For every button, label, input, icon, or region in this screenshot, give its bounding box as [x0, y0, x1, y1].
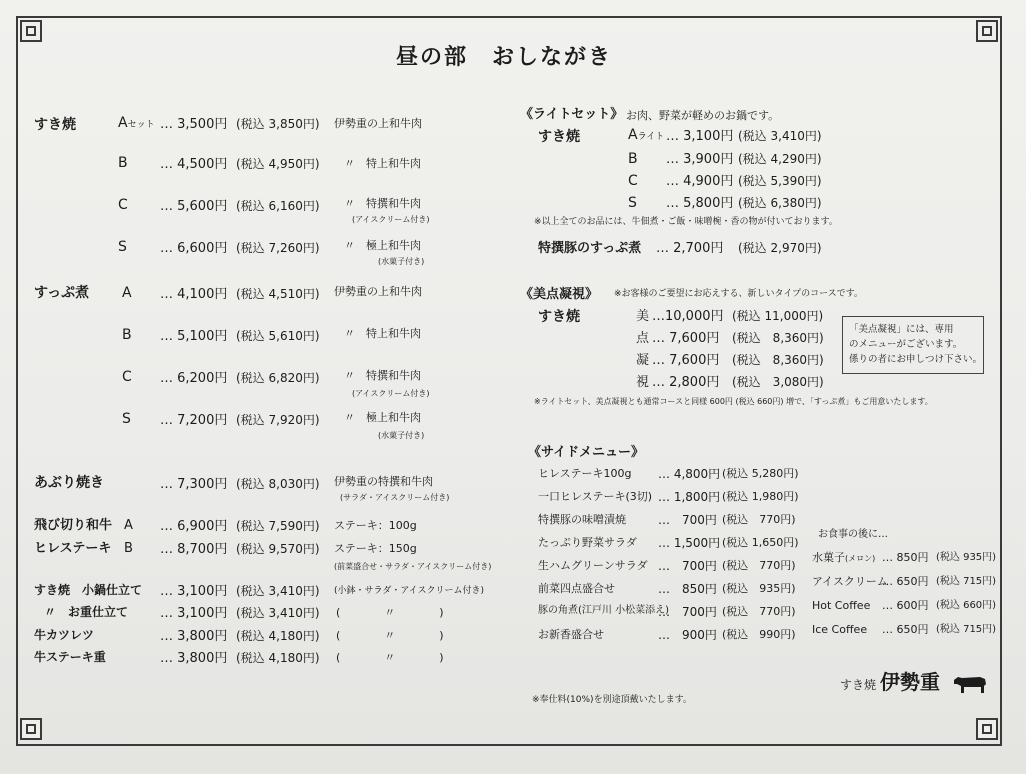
section-heading-biten: 《美点凝視》: [520, 287, 599, 302]
side-item-name: 前菜四点盛合せ: [538, 582, 615, 595]
price: … 2,700円: [656, 241, 724, 256]
price: … 3,900円: [666, 152, 734, 167]
side-item-name: 一口ヒレステーキ(3切): [538, 490, 653, 503]
category-tobikiri: ヒレステーキ: [34, 541, 112, 556]
price: … 8,700円: [160, 542, 228, 557]
price: … 650円: [882, 575, 929, 588]
tax-price: (税込 935円): [722, 582, 796, 595]
grade-letter: A: [124, 518, 133, 533]
price: … 3,100円: [160, 584, 228, 599]
grade-letter: B: [124, 541, 133, 556]
service-charge-note: ※奉仕料(10%)を別途頂戴いたします。: [532, 695, 692, 705]
price: … 7,600円: [652, 331, 720, 346]
logo-prefix: すき焼: [840, 678, 877, 692]
grade-letter: Aセット: [118, 115, 155, 131]
corner-ornament: [976, 718, 998, 740]
tax-price: (税込 715円): [936, 576, 997, 587]
item-desc: 〃 特撰和牛肉: [344, 369, 421, 382]
item-name: 牛カツレツ: [34, 628, 95, 642]
price: … 700円: [658, 559, 717, 573]
category-aburi: あぶり焼き: [34, 475, 104, 491]
tax-price: (税込 3,850円): [236, 117, 320, 131]
grade-letter: S: [628, 195, 637, 211]
grade-letter: S: [118, 239, 127, 255]
section-heading-side: 《サイドメニュー》: [528, 445, 644, 460]
price: …10,000円: [652, 309, 724, 324]
price: … 4,100円: [160, 287, 228, 302]
grade-letter: S: [122, 411, 131, 427]
grade-letter: C: [118, 197, 128, 213]
item-note: (水菓子付き): [378, 257, 425, 266]
price: … 650円: [882, 623, 929, 636]
price: … 1,500円: [658, 536, 721, 550]
item-desc: 〃 特上和牛肉: [344, 327, 421, 340]
price: … 7,200円: [160, 413, 228, 428]
tax-price: (税込 8,360円): [732, 353, 824, 367]
price: … 900円: [658, 628, 717, 642]
tax-price: (税込 770円): [722, 605, 796, 618]
corner-ornament: [976, 20, 998, 42]
item-desc: 〃 特撰和牛肉: [344, 197, 421, 210]
item-desc: ステーキ：150g: [334, 542, 417, 555]
side-item-name: お新香盛合せ: [538, 628, 604, 641]
logo-name: 伊勢重: [880, 670, 941, 694]
item-desc: 伊勢重の特撰和牛肉: [334, 475, 433, 488]
item-note: (サラダ・アイスクリーム付き): [340, 493, 450, 502]
grade-letter: 点: [636, 331, 650, 346]
tax-price: (税込 6,160円): [236, 199, 320, 213]
tax-price: (税込 6,380円): [738, 196, 822, 210]
item-desc: 伊勢重の上和牛肉: [334, 285, 422, 298]
tax-price: (税込 3,410円): [236, 606, 320, 620]
item-name: 特撰豚のすっぷ煮: [538, 241, 642, 256]
section-tagline: ※お客様のご要望にお応えする、新しいタイプのコースです。: [614, 289, 863, 299]
tax-price: (税込 2,970円): [738, 241, 822, 255]
section-note: ※ライトセット、美点凝視とも通常コースと同様 600円 (税込 660円) 増で、「すっぷ煮」もご用意いたします。: [534, 397, 933, 406]
price: … 4,800円: [658, 467, 721, 481]
info-line: 「美点凝視」には、専用: [849, 324, 954, 335]
item-desc: 〃 極上和牛肉: [344, 239, 421, 252]
grade-letter: 視: [636, 375, 650, 390]
price: … 3,100円: [666, 129, 734, 144]
info-line: のメニューがございます。: [849, 339, 963, 350]
price: … 2,800円: [652, 375, 720, 390]
tax-price: (税込 8,030円): [236, 477, 320, 491]
section-heading-light: 《ライトセット》: [520, 107, 624, 122]
item-note: (水菓子付き): [378, 431, 425, 440]
category-sukiyaki: すき焼: [34, 117, 76, 133]
dessert-item-name: Ice Coffee: [812, 623, 868, 636]
item-note: (前菜盛合せ・サラダ・アイスクリーム付き): [334, 562, 492, 571]
grade-letter: 美: [636, 309, 650, 324]
side-item-name: 生ハムグリーンサラダ: [538, 559, 648, 572]
after-meal-heading: お食事の後に…: [818, 529, 888, 540]
tax-price: (税込 6,820円): [236, 371, 320, 385]
category-sukiyaki-biten: すき焼: [538, 309, 580, 325]
dessert-item-name: Hot Coffee: [812, 599, 871, 612]
item-desc: ( 〃 ): [336, 629, 444, 642]
tax-price: (税込 770円): [722, 513, 796, 526]
dessert-item-name: アイスクリーム: [812, 575, 888, 588]
price: … 6,900円: [160, 519, 228, 534]
side-item-name: たっぷり野菜サラダ: [538, 536, 637, 549]
grade-letter: Aライト: [628, 127, 665, 143]
tax-price: (税込 4,180円): [236, 629, 320, 643]
tax-price: (税込 770円): [722, 559, 796, 572]
item-name: 〃 お重仕立て: [44, 605, 129, 619]
grade-letter: B: [118, 155, 128, 171]
grade-letter: B: [122, 327, 132, 343]
tax-price: (税込 1,980円): [722, 490, 799, 503]
price: … 850円: [658, 582, 717, 596]
item-desc: ステーキ：100g: [334, 519, 417, 532]
side-item-name: ヒレステーキ100g: [538, 467, 632, 480]
tax-price: (税込 3,410円): [236, 584, 320, 598]
price: … 6,200円: [160, 371, 228, 386]
price: … 6,600円: [160, 241, 228, 256]
tax-price: (税込 9,570円): [236, 542, 320, 556]
tax-price: (税込 4,180円): [236, 651, 320, 665]
info-line: 係りの者にお申しつけ下さい。: [849, 354, 983, 365]
price: … 5,800円: [666, 196, 734, 211]
item-desc: ( 〃 ): [336, 606, 444, 619]
item-desc: (小鉢・サラダ・アイスクリーム付き): [334, 586, 485, 596]
price: … 4,500円: [160, 157, 228, 172]
grade-letter: A: [122, 285, 132, 301]
tax-price: (税込 1,650円): [722, 536, 799, 549]
section-tagline: お肉、野菜が軽めのお鍋です。: [626, 109, 780, 122]
price: … 700円: [658, 605, 717, 619]
tax-price: (税込 715円): [936, 624, 997, 635]
category-sukiyaki-light: すき焼: [538, 129, 580, 145]
item-note: (アイスクリーム付き): [352, 215, 430, 224]
item-desc: ( 〃 ): [336, 651, 444, 664]
grade-letter: 凝: [636, 353, 650, 368]
item-name: 牛ステーキ重: [34, 650, 106, 664]
price: … 3,800円: [160, 651, 228, 666]
price: … 850円: [882, 551, 929, 564]
dessert-item-name: 水菓子(メロン): [812, 551, 876, 564]
tax-price: (税込 5,390円): [738, 174, 822, 188]
tax-price: (税込 7,920円): [236, 413, 320, 427]
item-note: (アイスクリーム付き): [352, 389, 430, 398]
cow-icon: [952, 672, 988, 696]
price: … 3,100円: [160, 606, 228, 621]
tax-price: (税込 5,610円): [236, 329, 320, 343]
item-desc: 〃 特上和牛肉: [344, 157, 421, 170]
corner-ornament: [20, 718, 42, 740]
tax-price: (税込 5,280円): [722, 467, 799, 480]
category-tobikiri: 飛び切り和牛: [34, 518, 113, 533]
corner-ornament: [20, 20, 42, 42]
tax-price: (税込 3,410円): [738, 129, 822, 143]
tax-price: (税込 7,590円): [236, 519, 320, 533]
tax-price: (税込 3,080円): [732, 375, 824, 389]
price: … 7,600円: [652, 353, 720, 368]
price: … 4,900円: [666, 174, 734, 189]
price: … 3,800円: [160, 629, 228, 644]
price: … 700円: [658, 513, 717, 527]
tax-price: (税込 935円): [936, 552, 997, 563]
tax-price: (税込 4,950円): [236, 157, 320, 171]
side-item-name: 豚の角煮(江戸川 小松菜添え): [538, 605, 669, 616]
tax-price: (税込 11,000円): [732, 309, 824, 323]
price: … 5,100円: [160, 329, 228, 344]
item-desc: 伊勢重の上和牛肉: [334, 117, 422, 130]
menu-title: 昼の部 おしながき: [396, 44, 613, 70]
price: … 600円: [882, 599, 929, 612]
category-suppu: すっぷ煮: [34, 285, 90, 301]
price: … 5,600円: [160, 199, 228, 214]
price: … 1,800円: [658, 490, 721, 504]
biten-info-box: [842, 316, 984, 374]
tax-price: (税込 4,510円): [236, 287, 320, 301]
price: … 3,500円: [160, 117, 228, 132]
grade-letter: B: [628, 151, 638, 167]
item-name: すき焼 小鍋仕立て: [34, 583, 143, 597]
tax-price: (税込 990円): [722, 628, 796, 641]
price: … 7,300円: [160, 477, 228, 492]
restaurant-logo: [840, 672, 940, 692]
side-item-name: 特撰豚の味噌漬焼: [538, 513, 626, 526]
tax-price: (税込 8,360円): [732, 331, 824, 345]
grade-letter: C: [122, 369, 132, 385]
tax-price: (税込 4,290円): [738, 152, 822, 166]
tax-price: (税込 660円): [936, 600, 997, 611]
item-desc: 〃 極上和牛肉: [344, 411, 421, 424]
section-note: ※以上全てのお品には、牛佃煮・ご飯・味噌椀・香の物が付いております。: [534, 217, 838, 227]
tax-price: (税込 7,260円): [236, 241, 320, 255]
grade-letter: C: [628, 173, 638, 189]
